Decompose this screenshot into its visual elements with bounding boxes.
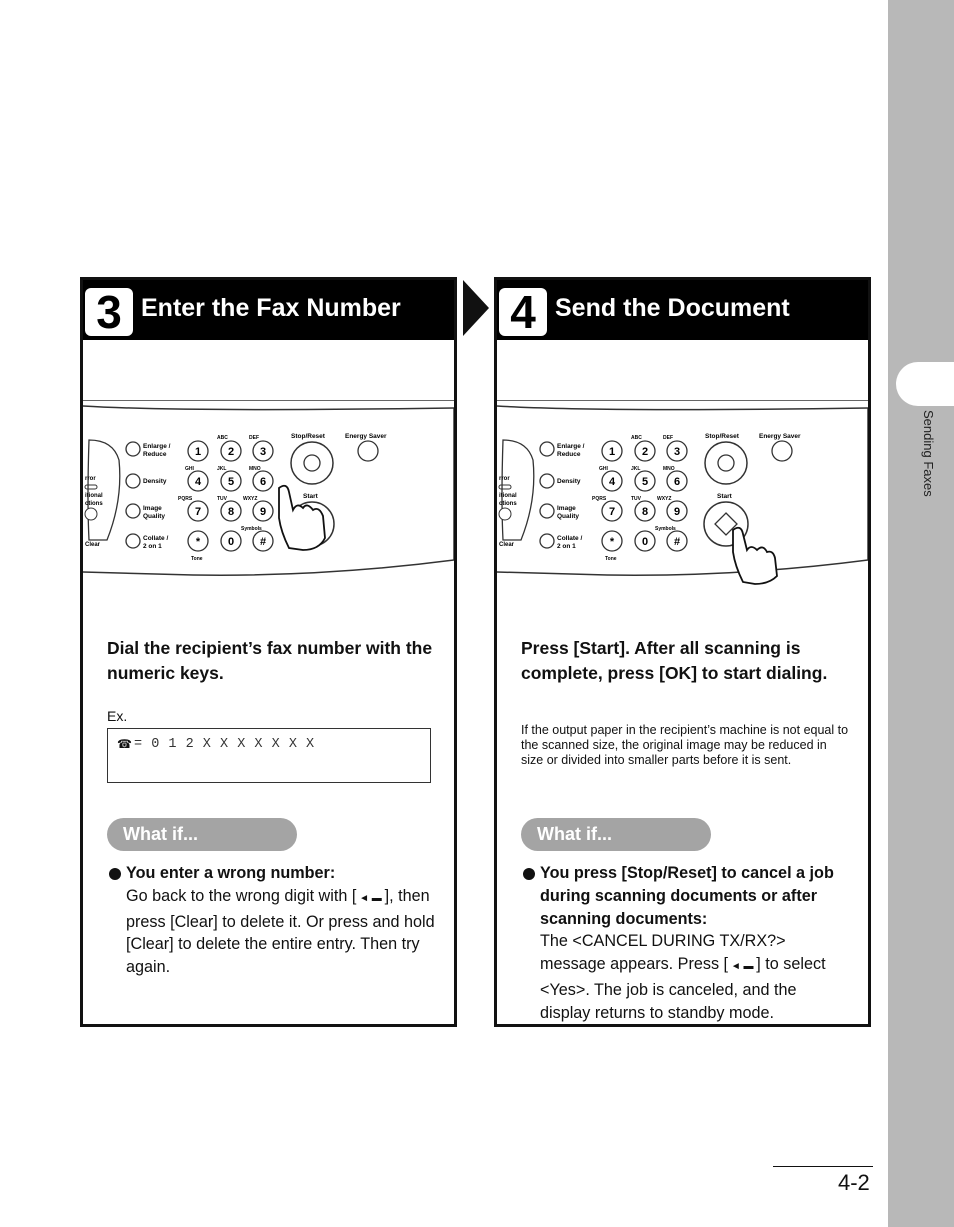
step-4-header	[497, 280, 868, 340]
key-letters-tone: Tone	[605, 556, 617, 562]
image-quality-label: Image	[557, 505, 576, 512]
key-letters-tuv: TUV	[631, 496, 641, 502]
digit-key-0: 0	[227, 536, 235, 548]
digit-key-7: 7	[194, 506, 202, 518]
stop-reset-label: Stop/Reset	[705, 433, 739, 440]
image-quality-button	[540, 504, 554, 518]
step-4-number: 4	[499, 288, 547, 336]
digit-key-8: 8	[227, 506, 235, 518]
collate-button	[126, 534, 140, 548]
digit-key-8: 8	[641, 506, 649, 518]
key-letters-def: DEF	[663, 435, 673, 441]
key-letters-tuv: TUV	[217, 496, 227, 502]
page-number-rule	[773, 1166, 873, 1167]
stop-reset-label: Stop/Reset	[291, 433, 325, 440]
lcd-text: = 0 1 2 X X X X X X X	[134, 737, 315, 752]
digit-key-5: 5	[227, 476, 235, 488]
step-4-whatif-answer-2: ] to select <Yes>. The job is canceled, and the display returns to standby mode.	[540, 955, 826, 1022]
digit-key-6: 6	[259, 476, 267, 488]
collate-label-2: 2 on 1	[557, 543, 576, 550]
collate-label: Collate /	[557, 535, 583, 542]
start-label: Start	[717, 493, 732, 500]
stop-reset-button	[291, 442, 333, 484]
left-arrow-key-icon: ◄ ▬	[356, 892, 385, 904]
step-4-whatif-answer-1: The <CANCEL DURING TX/RX?> message appears. Press [	[540, 932, 786, 974]
energy-saver-label: Energy Saver	[759, 433, 801, 440]
side-tab	[888, 0, 954, 1227]
enlarge-reduce-label: Enlarge /	[143, 443, 171, 450]
density-label: Density	[557, 478, 581, 485]
keypad-left-label-functions: ctions	[499, 501, 517, 507]
step-3-whatif-answer-2: ], then press [Clear] to delete it. Or press and hold [Clear] to delete the entire entry. Then try again.	[126, 886, 435, 977]
digit-key-9: 9	[259, 506, 267, 518]
energy-saver-label: Energy Saver	[345, 433, 387, 440]
step-3-number: 3	[85, 288, 133, 336]
key-letters-wxyz: WXYZ	[243, 496, 258, 502]
image-quality-label-2: Quality	[143, 513, 166, 520]
digit-key-hash: #	[259, 536, 267, 548]
digit-key-2: 2	[227, 446, 235, 458]
keypad-left-label-error: rror	[85, 476, 96, 482]
keypad-left-label-clear: Clear	[499, 542, 515, 548]
collate-button	[540, 534, 554, 548]
energy-saver-button	[772, 441, 792, 461]
energy-saver-button	[358, 441, 378, 461]
key-letters-def: DEF	[249, 435, 259, 441]
step-4-whatif-item	[521, 862, 851, 1025]
pointing-hand-icon	[279, 486, 325, 550]
step-arrow-icon	[463, 280, 489, 336]
example-label: Ex.	[107, 708, 128, 724]
step-3-title: Enter the Fax Number	[141, 294, 401, 322]
key-letters-pqrs: PQRS	[592, 496, 607, 502]
keypad-left-label-additional: itional	[499, 493, 517, 499]
density-label: Density	[143, 478, 167, 485]
key-letters-abc: ABC	[217, 435, 228, 441]
key-letters-tone: Tone	[191, 556, 203, 562]
keypad-left-label-additional: itional	[85, 493, 103, 499]
digit-key-4: 4	[194, 476, 202, 488]
bullet-icon	[523, 868, 535, 880]
digit-key-7: 7	[608, 506, 616, 518]
step-4-title: Send the Document	[555, 294, 790, 322]
step-4-note: If the output paper in the recipient’s machine is not equal to the scanned size, the original image may be reduced in size or divided into smaller parts before it is sent.	[521, 723, 849, 768]
keypad-left-button	[85, 508, 97, 520]
key-letters-symbols: Symbols	[241, 526, 262, 532]
lcd-display	[107, 728, 431, 783]
key-letters-symbols: Symbols	[655, 526, 676, 532]
step-4-whatif-badge: What if...	[521, 818, 711, 851]
step-3-panel	[80, 277, 457, 1027]
keypad-illustration-step-3	[83, 400, 454, 585]
key-letters-ghi: GHI	[185, 466, 194, 472]
keypad-left-button	[499, 508, 511, 520]
step-3-whatif-badge: What if...	[107, 818, 297, 851]
step-3-instruction: Dial the recipient’s fax number with the numeric keys.	[107, 638, 433, 683]
left-arrow-key-icon: ◄ ▬	[728, 961, 757, 973]
chapter-label: Sending Faxes	[921, 410, 936, 497]
side-tab-marker	[896, 362, 954, 406]
step-3-whatif-question: You enter a wrong number:	[126, 864, 336, 882]
digit-key-3: 3	[259, 446, 267, 458]
keypad-illustration-step-4	[497, 400, 868, 585]
digit-key-star: *	[609, 536, 615, 548]
digit-key-star: *	[195, 536, 201, 548]
page-number: 4-2	[838, 1170, 870, 1195]
digit-key-4: 4	[608, 476, 616, 488]
step-4-panel	[494, 277, 871, 1027]
keypad-left-label-functions: ctions	[85, 501, 103, 507]
density-button	[540, 474, 554, 488]
key-letters-mno: MNO	[249, 466, 261, 472]
image-quality-label-2: Quality	[557, 513, 580, 520]
collate-label: Collate /	[143, 535, 169, 542]
pointing-hand-icon	[733, 528, 777, 584]
stop-reset-button	[705, 442, 747, 484]
step-4-instruction: Press [Start]. After all scanning is complete, press [OK] to start dialing.	[521, 638, 828, 683]
image-quality-button	[126, 504, 140, 518]
enlarge-reduce-label: Enlarge /	[557, 443, 585, 450]
key-letters-ghi: GHI	[599, 466, 608, 472]
key-letters-wxyz: WXYZ	[657, 496, 672, 502]
digit-key-9: 9	[673, 506, 681, 518]
start-label: Start	[303, 493, 318, 500]
bullet-icon	[109, 868, 121, 880]
enlarge-reduce-button	[126, 442, 140, 456]
digit-key-3: 3	[673, 446, 681, 458]
digit-key-hash: #	[673, 536, 681, 548]
digit-key-1: 1	[608, 446, 616, 458]
key-letters-abc: ABC	[631, 435, 642, 441]
key-letters-mno: MNO	[663, 466, 675, 472]
enlarge-reduce-label-2: Reduce	[143, 451, 167, 458]
fax-phone-icon: ☎	[117, 737, 132, 751]
enlarge-reduce-button	[540, 442, 554, 456]
key-letters-jkl: JKL	[217, 466, 227, 472]
step-3-whatif-item	[107, 862, 437, 979]
density-button	[126, 474, 140, 488]
digit-key-0: 0	[641, 536, 649, 548]
digit-key-2: 2	[641, 446, 649, 458]
key-letters-jkl: JKL	[631, 466, 641, 472]
keypad-left-label-clear: Clear	[85, 542, 101, 548]
digit-key-5: 5	[641, 476, 649, 488]
collate-label-2: 2 on 1	[143, 543, 162, 550]
image-quality-label: Image	[143, 505, 162, 512]
step-4-whatif-question: You press [Stop/Reset] to cancel a job during scanning documents or after scanning documents:	[540, 864, 834, 928]
digit-key-6: 6	[673, 476, 681, 488]
keypad-left-label-error: rror	[499, 476, 510, 482]
digit-key-1: 1	[194, 446, 202, 458]
step-3-whatif-answer-1: Go back to the wrong digit with [	[126, 886, 357, 905]
key-letters-pqrs: PQRS	[178, 496, 193, 502]
step-3-header	[83, 280, 454, 340]
enlarge-reduce-label-2: Reduce	[557, 451, 581, 458]
